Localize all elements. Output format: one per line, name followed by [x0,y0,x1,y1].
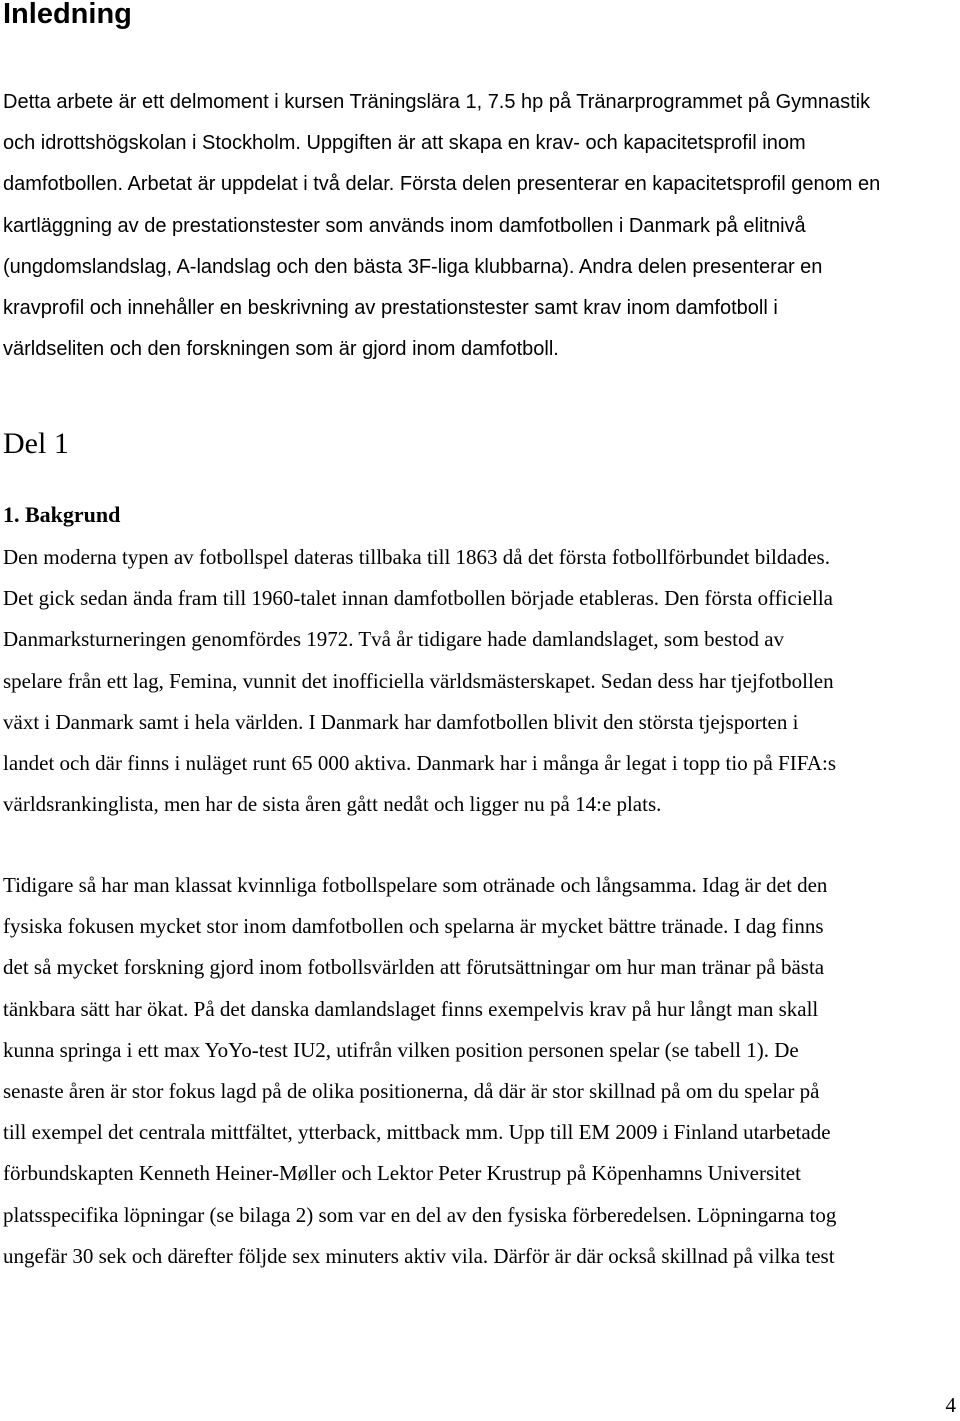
page-number: 4 [945,1393,956,1417]
page-heading: Inledning [3,0,132,30]
section-heading: 1. Bakgrund [3,502,121,527]
part-heading: Del 1 [3,427,69,460]
intro-paragraph: Detta arbete är ett delmoment i kursen Träningslära 1, 7.5 hp på Tränarprogrammet på Gymnastik och idrottshögskolan i Stockholm. Uppgiften är att skapa en krav- och kapacitetsprofil inom damfotbollen. Arbetat är uppdelat i två delar. Första delen presenterar en kapacitetsprofil genom en kartläggning av de prestationstester som används inom damfotbollen i Danmark på elitnivå (ungdomslandslag, A-landslag och den bästa 3F-liga klubbarna). Andra delen presenterar en kravprofil och innehåller en beskrivning av prestationstester samt krav inom damfotboll i världseliten och den forskningen som är gjord inom damfotboll. [3,91,881,361]
background-paragraph-1: Den moderna typen av fotbollspel dateras tillbaka till 1863 då det första fotbollförbundet bildades. Det gick sedan ända fram till 1960-talet innan damfotbollen började etableras. Den första officiella Danmarksturneringen genomfördes 1972. Två år tidigare hade damlandslaget, som bestod av spelare från ett lag, Femina, vunnit det inofficiella världsmästerskapet. Sedan dess har tjejfotbollen växt i Danmark samt i hela världen. I Danmark har damfotbollen blivit den största tjejsporten i landet och där finns i nuläget runt 65 000 aktiva. Danmark har i många år legat i topp tio på FIFA:s världsrankinglista, men har de sista åren gått nedåt och ligger nu på 14:e plats. [3,545,836,817]
background-paragraph-2: Tidigare så har man klassat kvinnliga fotbollspelare som otränade och långsamma. Idag är det den fysiska fokusen mycket stor inom damfotbollen och spelarna är mycket bättre tränade. I dag finns det så mycket forskning gjord inom fotbollsvärlden att förutsättningar om hur man tränar på bästa tänkbara sätt har ökat. På det danska damlandslaget finns exempelvis krav på hur långt man skall kunna springa i ett max YoYo-test IU2, utifrån vilken position personen spelar (se tabell 1). De senaste åren är stor fokus lagd på de olika positionerna, då där är stor skillnad på om du spelar på till exempel det centrala mittfältet, ytterback, mittback mm. Upp till EM 2009 i Finland utarbetade förbundskapten Kenneth Heiner-Møller och Lektor Peter Krustrup på Köpenhamns Universitet platsspecifika löpningar (se bilaga 2) som var en del av den fysiska förberedelsen. Löpningarna tog ungefär 30 sek och därefter följde sex minuters aktiv vila. Därför är där också skillnad på vilka test [3,873,837,1268]
